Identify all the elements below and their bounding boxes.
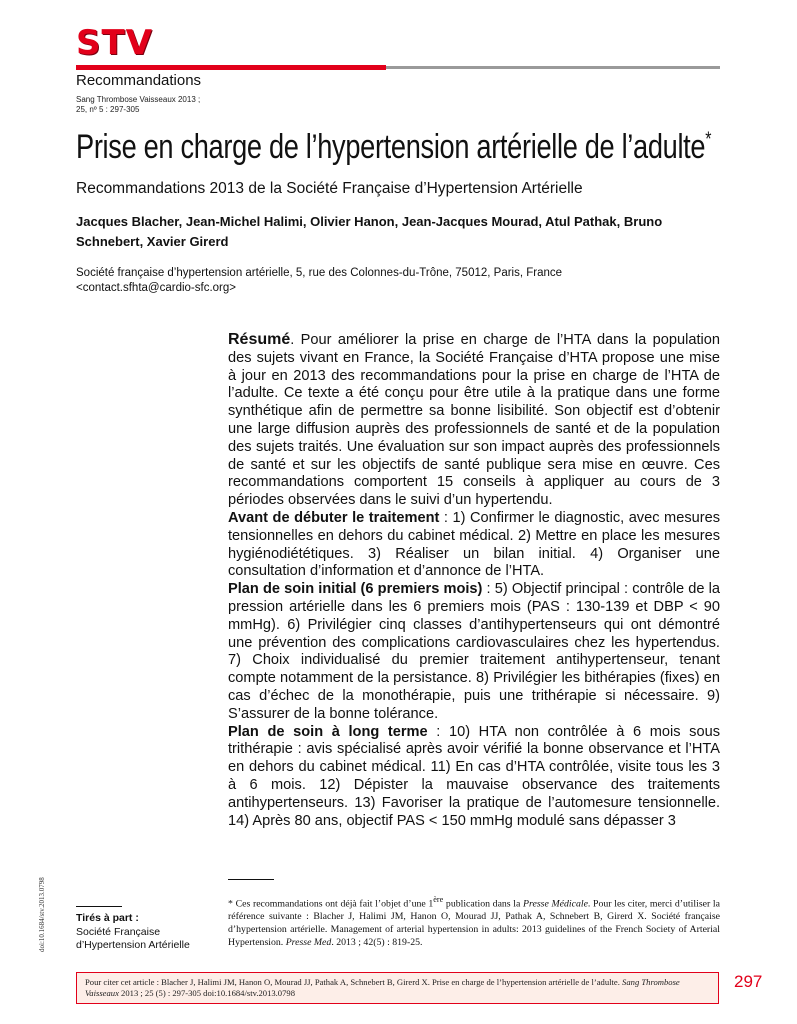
header-red-rule (76, 65, 386, 70)
abstract-initial-plan-text: : 5) Objectif principal : contrôle de la pression artérielle dans les 6 premiers mois (PAS : 130-139 et DBP < 90 mmHg). 6) Privilégier cinq classes d’antihypertenseurs qui ont démontré une prévention des complications cardiovasculaires chez les hypertendus. 7) Choix individualisé du premier traitement antihypertenseur, tenant compte notamment de la persistance. 8) Privilégier les bithérapies (fixes) en cas d’échec de la monothérapie, puis une trithérapie si nécessaire. 9) S’assurer de la bonne tolérance. (228, 581, 721, 722)
doi-text: doi:10.1684/stv.2013.0798 (38, 877, 46, 952)
footnote-sup: ère (433, 895, 444, 904)
footnote-text-b: publication dans la (443, 898, 524, 910)
abstract-long-term-text: : 10) HTA non contrôlée à 6 mois sous trithérapie : avis spécialisé après avoir vérifié la bonne observance et l’HTA en dehors du cabinet médical. 11) En cas d’HTA contrôlée, visite tous les 3 à 6 mois. 12) Dépister la mauvaise observance des traitements antihypertenseurs. 13) Favoriser la pratique de l’automesure tensionnelle. 14) Après 80 ans, objectif PAS < 150 mmHg modulé sans dépasser 3 (228, 723, 720, 829)
reprint-info (76, 912, 216, 953)
journal-reference (76, 95, 200, 115)
section-label: Recommandations (76, 72, 202, 89)
journal-reference-line1: Sang Thrombose Vaisseaux 2013 ; (76, 95, 201, 104)
reprint-rule (76, 906, 122, 907)
page-number: 297 (734, 972, 763, 991)
citation-journal: Sang Thrombose Vaisseaux (85, 977, 680, 998)
footnote-journal-2: Presse Med (285, 937, 332, 949)
citation-text-b: 2013 ; 25 (5) : 297-305 doi:10.1684/stv.2013.0798 (118, 988, 295, 998)
abstract-resume-label: Résumé (228, 331, 291, 348)
affiliation-address: Société française d’hypertension artérielle, 5, rue des Colonnes-du-Trône, 75012, Paris, France (76, 267, 563, 279)
footnote-rule (228, 879, 274, 880)
footnote-mark: * (228, 898, 233, 910)
abstract-resume-text: . Pour améliorer la prise en charge de l’HTA dans la population des sujets vivant en France, la Société Française d’HTA propose une mise à jour en 2013 des recommandations pour la prise en charge de l’HTA de l’adulte. Ce texte a été conçu pour être utile à la pratique dans une forme synthétique afin de permettre sa bonne lisibilité. Son objectif est d’obtenir une large diffusion auprès des professionnels de santé et de la population des sujets traités. Une évaluation sur son impact auprès des professionnels de santé et sur les objectifs de santé publique sera mise en œuvre. Ces recommandations comportent 15 conseils à appliquer au cours de 3 périodes observées dans le suivi d’un hypertendu. (228, 332, 720, 509)
abstract-initial-plan-label: Plan de soin initial (6 premiers mois) (228, 581, 483, 598)
footnote-text-a: Ces recommandations ont déjà fait l’objet d’une 1 (232, 898, 434, 910)
affiliation (76, 266, 716, 296)
journal-logo: STV (76, 23, 153, 63)
header-grey-rule (386, 66, 720, 69)
abstract-paragraph-resume (228, 331, 720, 510)
abstract-paragraph-before-treatment (228, 510, 720, 581)
footnote (228, 893, 720, 949)
reprint-label: Tirés à part : (76, 912, 139, 924)
abstract-paragraph-initial-plan (228, 581, 720, 723)
footnote-journal: Presse Médicale (523, 898, 588, 910)
abstract-before-treatment-label: Avant de débuter le traitement (228, 509, 440, 526)
abstract-paragraph-long-term (228, 724, 720, 831)
abstract (228, 331, 720, 830)
doi-vertical (38, 862, 52, 952)
footnote-text-d: . 2013 ; 42(5) : 819-25. (331, 937, 423, 949)
author-list: Jacques Blacher, Jean-Michel Halimi, Olivier Hanon, Jean-Jacques Mourad, Atul Pathak, Bruno Schnebert, Xavier Girerd (76, 214, 663, 249)
article-title (76, 128, 711, 167)
abstract-long-term-label: Plan de soin à long terme (228, 723, 428, 740)
footnote-text-c: . Pour les citer, merci d’utiliser la référence suivante : Blacher J, Halimi JM, Hanon O, Mourad JJ, Pathak A, Schnebert B, Girerd X. Société française d’hypertension artérielle. Management of arterial hypertension in adults: 2013 guidelines of the French Society of Arterial Hypertension. (228, 898, 720, 949)
title-footnote-mark: * (705, 128, 712, 151)
affiliation-email: <contact.sfhta@cardio-sfc.org> (76, 282, 236, 294)
article-title-text: Prise en charge de l’hypertension artérielle de l’adulte (76, 128, 706, 166)
citation-text-a: Pour citer cet article : Blacher J, Halimi JM, Hanon O, Mourad JJ, Pathak A, Schnebert B, Girerd X. Prise en charge de l’hypertension artérielle de l’adulte. (85, 977, 623, 987)
citation-box (76, 972, 719, 1004)
reprint-line1: Société Française (76, 925, 161, 938)
abstract-before-treatment-text: : 1) Confirmer le diagnostic, avec mesures tensionnelles en dehors du cabinet médical. 2) Mettre en place les mesures hygiénodiététiques. 3) Réaliser un bilan initial. 4) Organiser une consultation d’information et d’annonce de l’HTA. (228, 509, 720, 580)
article-subtitle: Recommandations 2013 de la Société Française d’Hypertension Artérielle (76, 180, 583, 197)
journal-reference-line2: 25, nº 5 : 297-305 (76, 105, 140, 114)
reprint-line2: d’Hypertension Artérielle (76, 939, 190, 951)
